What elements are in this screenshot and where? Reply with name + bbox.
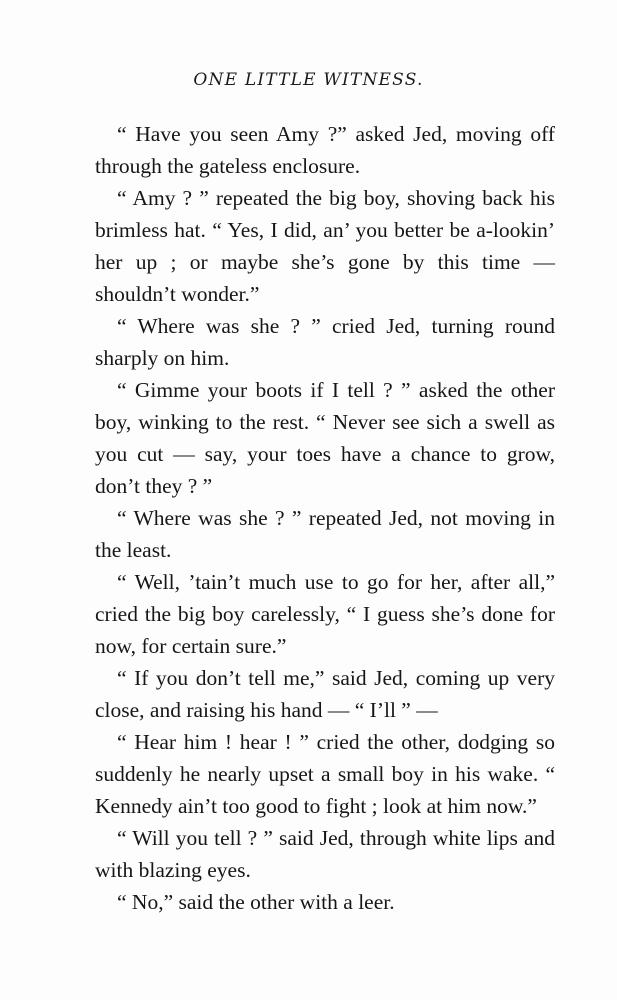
paragraph: “ Have you seen Amy ?” asked Jed, moving off through the gateless enclosure. bbox=[95, 122, 555, 178]
paragraph: “ Gimme your boots if I tell ? ” asked the other boy, winking to the rest. “ Never see sich a swell as you cut — say, your toes have a chance to grow, don’t they ? ” bbox=[95, 378, 555, 498]
running-head-title: ONE LITTLE WITNESS. bbox=[193, 70, 424, 90]
paragraph: “ If you don’t tell me,” said Jed, coming up very close, and raising his hand — “ I’ll ” — bbox=[95, 666, 555, 722]
paragraph: “ Hear him ! hear ! ” cried the other, dodging so suddenly he nearly upset a small boy in his wake. “ Kennedy ain’t too good to fight ; look at him now.” bbox=[95, 730, 555, 818]
paragraph: “ Amy ? ” repeated the big boy, shoving back his brimless hat. “ Yes, I did, an’ you better be a-lookin’ her up ; or maybe she’s gone by this time — shouldn’t wonder.” bbox=[95, 186, 555, 306]
paragraph: “ No,” said the other with a leer. bbox=[117, 890, 395, 914]
paragraph: “ Will you tell ? ” said Jed, through white lips and with blazing eyes. bbox=[95, 826, 555, 882]
body-text bbox=[95, 118, 555, 918]
paragraph: “ Well, ’tain’t much use to go for her, after all,” cried the big boy carelessly, “ I guess she’s done for now, for certain sure.” bbox=[95, 570, 555, 658]
paragraph: “ Where was she ? ” cried Jed, turning round sharply on him. bbox=[95, 314, 555, 370]
paragraph: “ Where was she ? ” repeated Jed, not moving in the least. bbox=[95, 506, 555, 562]
